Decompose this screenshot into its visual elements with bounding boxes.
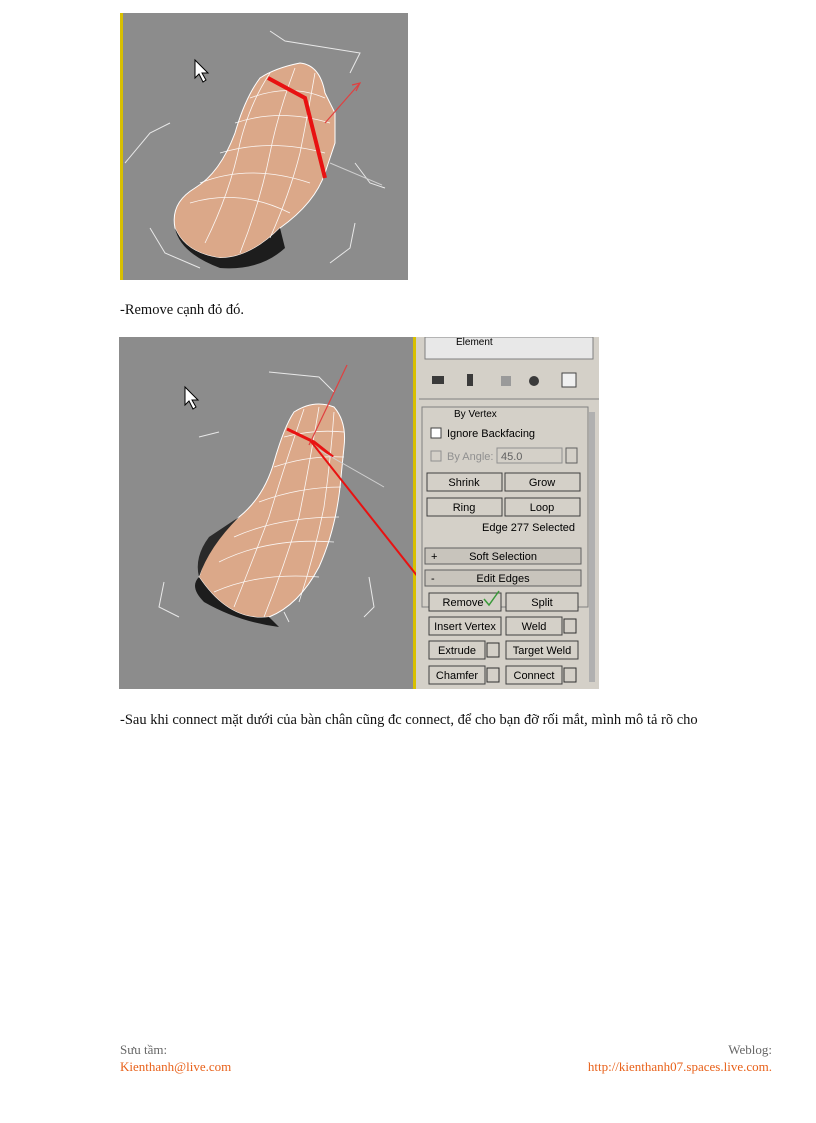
pin-stack-icon: [432, 376, 444, 384]
extrude-settings-icon[interactable]: [487, 643, 499, 657]
weld-label: Weld: [521, 621, 547, 633]
ring-label: Ring: [452, 502, 476, 514]
footer-left: [120, 1041, 231, 1075]
footer-source-label: Sưu tầm:: [120, 1042, 168, 1057]
grow-label: Grow: [528, 477, 556, 489]
weld-settings-icon[interactable]: [564, 619, 576, 633]
ignore-backfacing-label: Ignore Backfacing: [447, 428, 536, 440]
paragraph-connect-note: -Sau khi connect mặt dưới của bàn chân cũng đc connect, để cho bạn đỡ rối mắt, mình mô tả rõ cho: [120, 712, 698, 728]
selection-status: Edge 277 Selected: [482, 522, 575, 534]
edit-edges-label: Edit Edges: [476, 573, 530, 585]
by-angle-label: By Angle:: [447, 451, 494, 463]
angle-value: 45.0: [501, 451, 523, 463]
paragraph-remove-edge: -Remove cạnh đỏ đó.: [120, 302, 245, 318]
show-end-result-icon: [467, 374, 473, 386]
extrude-label: Extrude: [438, 645, 476, 657]
shrink-label: Shrink: [448, 477, 480, 489]
footer-weblog-label: Weblog:: [728, 1042, 772, 1057]
remove-modifier-icon: [529, 376, 539, 386]
chamfer-settings-icon[interactable]: [487, 668, 499, 682]
split-label: Split: [531, 597, 553, 609]
make-unique-icon: [501, 376, 511, 386]
by-angle-checkbox[interactable]: [431, 451, 441, 461]
footer-weblog-link[interactable]: http://kienthanh07.spaces.live.com.: [587, 1059, 772, 1074]
footer-email-link[interactable]: Kienthanh@live.com: [120, 1059, 232, 1074]
soft-selection-label: Soft Selection: [469, 551, 537, 563]
soft-selection-sign: +: [431, 551, 438, 563]
insert-vertex-label: Insert Vertex: [434, 621, 496, 633]
angle-spinner-arrows[interactable]: [566, 448, 577, 463]
by-vertex-label: By Vertex: [454, 409, 497, 420]
configure-modifier-sets-icon: [562, 373, 576, 387]
max-screenshot-2: [119, 337, 599, 689]
loop-label: Loop: [529, 502, 555, 514]
panel-scrollbar[interactable]: [589, 412, 595, 682]
target-weld-label: Target Weld: [512, 645, 572, 657]
connect-label: Connect: [513, 670, 555, 682]
footer-right: [588, 1041, 772, 1075]
edit-edges-sign: -: [431, 573, 435, 585]
ignore-backfacing-checkbox[interactable]: [431, 428, 441, 438]
chamfer-label: Chamfer: [435, 670, 479, 682]
foot-model-viewport-1: [120, 13, 408, 280]
element-label: Element: [456, 337, 493, 348]
remove-label: Remove: [442, 597, 484, 609]
connect-settings-icon[interactable]: [564, 668, 576, 682]
